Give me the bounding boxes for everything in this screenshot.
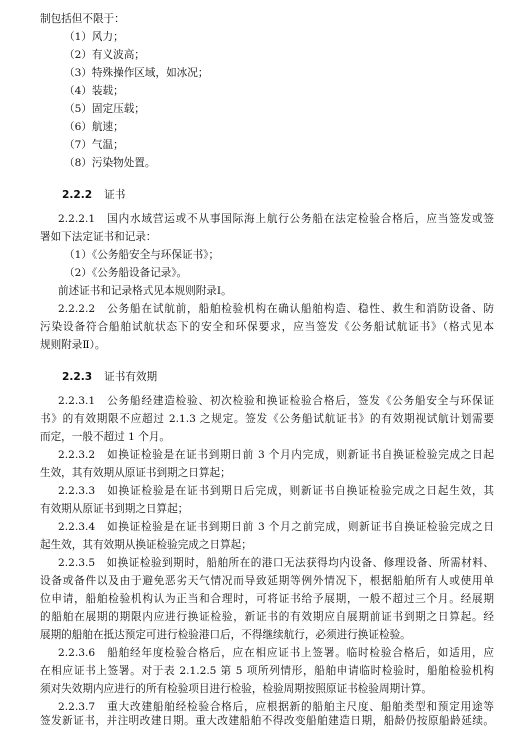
intro-line: 制包括但不限于： — [40, 13, 125, 25]
paragraph-line: 签发新证书，并注明改建日期。重大改建船舶不得改变船舶建造日期，船龄仍按原船龄延续。 — [40, 715, 494, 727]
paragraph-line: 2.2.2.2 公务船在试航前，船舶检验机构在确认船舶构造、稳性、救生和消防设备、防 — [58, 303, 494, 315]
paragraph-line: 2.2.3.7 重大改建船舶经检验合格后，应根据新的船舶主尺度、船舶类型和预定用途等 — [58, 701, 494, 713]
certificate-item: （1）《公务船安全与环保证书》； — [64, 249, 220, 261]
section-number: 2.2.3 — [62, 371, 93, 383]
paragraph-line: 前述证书和记录格式见本规则附录Ⅰ。 — [58, 285, 232, 297]
section-heading-2-2-3 — [0, 370, 532, 384]
paragraph-line: 在相应证书上签署。对于表 2.1.2.5 第 5 项所列情形，船舶申请临时检验时，船舶检验机构 — [40, 665, 494, 677]
paragraph-line: 的船舶在展期的期限内应进行换证检验，新证书的有效期应自展期前证书到期之日算起。经 — [40, 611, 494, 623]
section-title: 证书有效期 — [104, 371, 158, 383]
paragraph-line: 须对失效期内应进行的所有检验项目进行检验，检验周期按照原证书检验周期计算。 — [40, 683, 432, 695]
section-heading-2-2-2 — [0, 188, 532, 202]
paragraph-line: 2.2.3.3 如换证检验是在证书到期日后完成，则新证书自换证检验完成之日起生效，其 — [58, 485, 494, 497]
factor-item: （2）有义波高； — [64, 49, 145, 61]
paragraph-line: 2.2.3.1 公务船经建造检验、初次检验和换证检验合格后，签发《公务船安全与环保证 — [58, 395, 494, 407]
factor-item: （7）气温； — [64, 139, 124, 151]
paragraph-line: 展期的船舶在抵达预定可进行检验港口后，不得继续航行，必须进行换证检验。 — [40, 629, 411, 641]
paragraph-line: 2.2.3.5 如换证检验到期时，船舶所在的港口无法获得均内设备、修理设备、所需材料、 — [58, 557, 494, 569]
paragraph-line: 署如下法定证书和记录： — [40, 231, 157, 243]
factor-item: （6）航速； — [64, 121, 124, 133]
paragraph-line: 设备或备件以及由于避免恶劣天气情况而导致延期等例外情况下，根据船舶所有人或使用单 — [40, 575, 494, 587]
factor-item: （8）污染物处置。 — [64, 157, 156, 169]
factor-item: （5）固定压载； — [64, 103, 145, 115]
section-title: 证书 — [104, 189, 126, 201]
paragraph-line: 位申请，船舶检验机构认为正当和合理时，可将证书给予展期，一般不超过三个月。经展期 — [40, 593, 494, 605]
paragraph-line: 书》的有效期限不应超过 2.1.3 之规定。签发《公务船试航证书》的有效期视试航计划需要 — [40, 413, 494, 425]
certificate-item: （2）《公务船设备记录》。 — [64, 267, 188, 279]
paragraph-line: 2.2.3.4 如换证检验是在证书到期日前 3 个月之前完成，则新证书自换证检验完成之日 — [58, 521, 494, 533]
factor-item: （3）特殊操作区域，如冰况； — [64, 67, 209, 79]
factor-item: （4）装载； — [64, 85, 124, 97]
paragraph-line: 污染设备符合船舶试航状态下的安全和环保要求，应当签发《公务船试航证书》（格式见本 — [40, 321, 494, 333]
paragraph-line: 而定，一般不超过 1 个月。 — [40, 431, 171, 443]
paragraph-line: 有效期从原证书到期之日算起； — [40, 503, 189, 515]
paragraph-line: 生效，其有效期从原证书到期之日算起； — [40, 467, 231, 479]
paragraph-line: 2.2.2.1 国内水域营运或不从事国际海上航行公务船在法定检验合格后，应当签发或签 — [58, 213, 494, 225]
factor-item: （1）风力； — [64, 31, 124, 43]
paragraph-line: 规则附录Ⅱ）。 — [40, 339, 106, 351]
paragraph-line: 2.2.3.2 如换证检验是在证书到期日前 3 个月内完成，则新证书自换证检验完成之日起 — [58, 449, 494, 461]
section-number: 2.2.2 — [62, 189, 93, 201]
paragraph-line: 2.2.3.6 船舶经年度检验合格后，应在相应证书上签署。临时检验合格后，如适用，应 — [58, 647, 494, 659]
paragraph-line: 起生效，其有效期从换证检验完成之日算起； — [40, 539, 252, 551]
